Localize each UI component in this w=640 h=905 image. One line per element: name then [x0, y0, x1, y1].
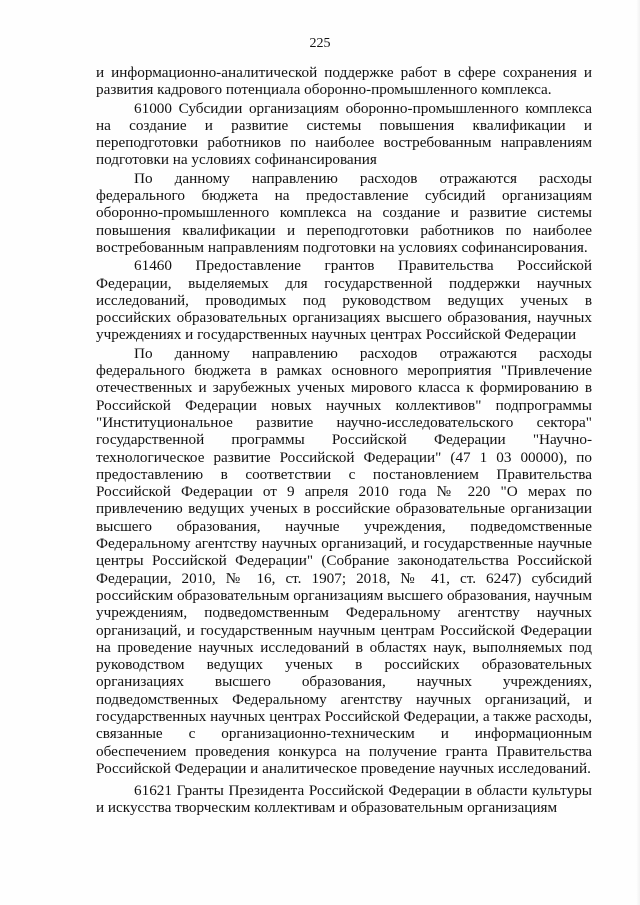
paragraph-description-61460: По данному направлению расходов отражаются расходы федерального бюджета в рамках основного мероприятия "Привлечение отечественных и зарубежных ученых мирового класса к формированию в Российской Федерации новых научных коллективов" подпрограммы "Институциональное развитие научно-исследовательского сектора" государственной программы Российской Федерации "Научно-технологическое развитие Российской Федерации" (47 1 03 00000), по предоставлению в соответствии с постановлением Правительства Российской Федерации от 9 апреля 2010 года № 220 "О мерах по привлечению ведущих ученых в российские образовательные организации высшего образования, научные учреждения, подведомственные Федеральному агентству научных организаций, и государственные научные центры Российской Федерации" (Собрание законодательства Российской Федерации, 2010, № 16, ст. 1907; 2018, № 41, ст. 6247) субсидий российским образовательным организациям высшего образования, научным учреждениям, подведомственным Федеральному агентству научных организаций, и государственным научным центрам Российской Федерации на проведение научных исследований в областях наук, выполняемых под руководством ведущих ученых в российских образовательных организациях высшего образования, научных учреждениях, подведомственных Федеральному агентству научных организаций, и государственных научных центрах Российской Федерации, а также расходы, связанные с организационно-техническим и информационным обеспечением проведения конкурса на получение гранта Правительства Российской Федерации и аналитическое проведение научных исследований. [96, 344, 592, 777]
paragraph-heading-61621: 61621 Гранты Президента Российской Федерации в области культуры и искусства творческим коллективам и образовательным организациям [96, 782, 592, 817]
page-number: 225 [309, 36, 331, 51]
paragraph-continuation: и информационно-аналитической поддержке работ в сфере сохранения и развития кадрового потенциала оборонно-промышленного комплекса. [96, 64, 592, 99]
paragraph-heading-61460: 61460 Предоставление грантов Правительства Российской Федерации, выделяемых для государственной поддержки научных исследований, проводимых под руководством ведущих ученых в российских образовательных организациях высшего образования, научных учреждениях и государственных научных центрах Российской Федерации [96, 257, 592, 344]
scan-edge-shadow [636, 0, 640, 905]
paragraph-description-61000: По данному направлению расходов отражаются расходы федерального бюджета на предоставление субсидий организациям оборонно-промышленного комплекса на создание и развитие системы повышения квалификации и переподготовки работников по наиболее востребованным направлениям подготовки на условиях софинансирования. [96, 169, 592, 256]
paragraph-heading-61000: 61000 Субсидии организациям оборонно-промышленного комплекса на создание и развитие системы повышения квалификации и переподготовки работников по наиболее востребованным направлениям подготовки на условиях софинансирования [96, 99, 592, 169]
document-body [96, 64, 592, 817]
